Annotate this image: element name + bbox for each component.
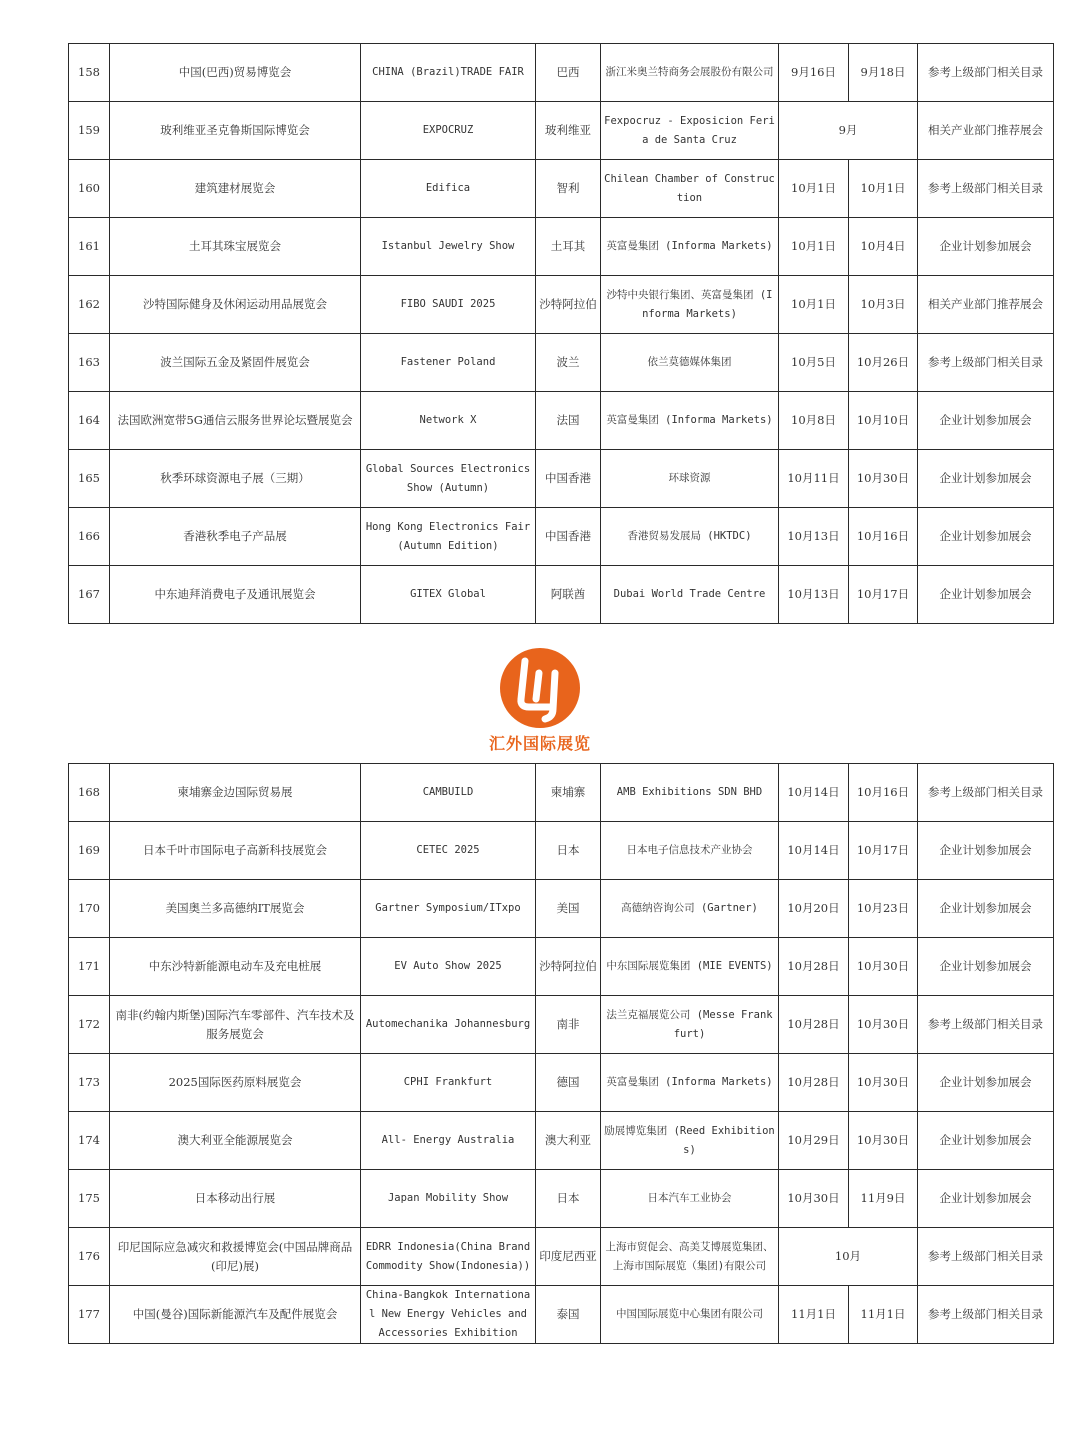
start-date-cell: 11月1日 [779, 1286, 849, 1344]
exhibition-name-cn: 澳大利亚全能源展览会 [110, 1112, 361, 1170]
organizer-cell: 英富曼集团 (Informa Markets) [601, 392, 779, 450]
start-date-cell: 10月13日 [779, 566, 849, 624]
logo-mark-icon [499, 647, 581, 729]
exhibition-name-en: CPHI Frankfurt [361, 1054, 536, 1112]
end-date-cell: 10月30日 [849, 1112, 918, 1170]
exhibition-name-cn: 中东沙特新能源电动车及充电桩展 [110, 938, 361, 996]
row-number: 166 [69, 508, 110, 566]
organizer-cell: 中国国际展览中心集团有限公司 [601, 1286, 779, 1344]
organizer-cell: 上海市贸促会、高美艾博展览集团、上海市国际展览（集团)有限公司 [601, 1228, 779, 1286]
row-number: 168 [69, 764, 110, 822]
country-cell: 玻利维亚 [536, 102, 601, 160]
exhibition-name-en: China-Bangkok International New Energy Vehicles and Accessories Exhibition [361, 1286, 536, 1344]
start-date-cell: 10月13日 [779, 508, 849, 566]
country-cell: 日本 [536, 1170, 601, 1228]
table-row [69, 822, 1054, 880]
date-cell: 9月 [779, 102, 918, 160]
exhibition-name-cn: 柬埔寨金边国际贸易展 [110, 764, 361, 822]
table-row [69, 1112, 1054, 1170]
row-number: 174 [69, 1112, 110, 1170]
row-number: 159 [69, 102, 110, 160]
remark-cell: 企业计划参加展会 [918, 1112, 1054, 1170]
exhibition-name-en: Automechanika Johannesburg [361, 996, 536, 1054]
start-date-cell: 10月1日 [779, 218, 849, 276]
table-row [69, 764, 1054, 822]
table-row [69, 880, 1054, 938]
table-row [69, 102, 1054, 160]
country-cell: 沙特阿拉伯 [536, 938, 601, 996]
row-number: 173 [69, 1054, 110, 1112]
table-row [69, 508, 1054, 566]
country-cell: 泰国 [536, 1286, 601, 1344]
date-cell: 10月 [779, 1228, 918, 1286]
start-date-cell: 10月14日 [779, 764, 849, 822]
exhibition-name-en: Global Sources Electronics Show (Autumn) [361, 450, 536, 508]
row-number: 172 [69, 996, 110, 1054]
start-date-cell: 10月30日 [779, 1170, 849, 1228]
exhibition-name-en: Network X [361, 392, 536, 450]
end-date-cell: 10月16日 [849, 764, 918, 822]
start-date-cell: 10月1日 [779, 276, 849, 334]
exhibition-name-cn: 沙特国际健身及休闲运动用品展览会 [110, 276, 361, 334]
end-date-cell: 10月16日 [849, 508, 918, 566]
table-row [69, 218, 1054, 276]
start-date-cell: 9月16日 [779, 44, 849, 102]
row-number: 177 [69, 1286, 110, 1344]
row-number: 169 [69, 822, 110, 880]
country-cell: 日本 [536, 822, 601, 880]
exhibition-name-en: CETEC 2025 [361, 822, 536, 880]
company-logo [465, 643, 615, 763]
end-date-cell: 10月30日 [849, 996, 918, 1054]
organizer-cell: 浙江米奥兰特商务会展股份有限公司 [601, 44, 779, 102]
remark-cell: 相关产业部门推荐展会 [918, 276, 1054, 334]
organizer-cell: 法兰克福展览公司 (Messe Frankfurt) [601, 996, 779, 1054]
start-date-cell: 10月20日 [779, 880, 849, 938]
remark-cell: 企业计划参加展会 [918, 508, 1054, 566]
row-number: 158 [69, 44, 110, 102]
exhibition-name-cn: 秋季环球资源电子展（三期） [110, 450, 361, 508]
country-cell: 德国 [536, 1054, 601, 1112]
organizer-cell: 依兰莫德媒体集团 [601, 334, 779, 392]
start-date-cell: 10月14日 [779, 822, 849, 880]
exhibition-name-cn: 美国奥兰多高德纳IT展览会 [110, 880, 361, 938]
remark-cell: 参考上级部门相关目录 [918, 764, 1054, 822]
remark-cell: 参考上级部门相关目录 [918, 996, 1054, 1054]
start-date-cell: 10月28日 [779, 938, 849, 996]
start-date-cell: 10月5日 [779, 334, 849, 392]
remark-cell: 企业计划参加展会 [918, 392, 1054, 450]
organizer-cell: 香港贸易发展局 (HKTDC) [601, 508, 779, 566]
exhibition-name-cn: 中国(曼谷)国际新能源汽车及配件展览会 [110, 1286, 361, 1344]
remark-cell: 相关产业部门推荐展会 [918, 102, 1054, 160]
remark-cell: 参考上级部门相关目录 [918, 160, 1054, 218]
remark-cell: 参考上级部门相关目录 [918, 334, 1054, 392]
logo-text: 汇外国际展览 [488, 734, 591, 753]
country-cell: 中国香港 [536, 508, 601, 566]
end-date-cell: 10月4日 [849, 218, 918, 276]
exhibition-name-cn: 玻利维亚圣克鲁斯国际博览会 [110, 102, 361, 160]
end-date-cell: 10月26日 [849, 334, 918, 392]
country-cell: 中国香港 [536, 450, 601, 508]
exhibition-name-en: Istanbul Jewelry Show [361, 218, 536, 276]
exhibition-name-cn: 中东迪拜消费电子及通讯展览会 [110, 566, 361, 624]
exhibition-name-en: Gartner Symposium/ITxpo [361, 880, 536, 938]
country-cell: 波兰 [536, 334, 601, 392]
table-row [69, 1054, 1054, 1112]
end-date-cell: 10月17日 [849, 566, 918, 624]
exhibition-name-cn: 日本移动出行展 [110, 1170, 361, 1228]
country-cell: 柬埔寨 [536, 764, 601, 822]
organizer-cell: 英富曼集团 (Informa Markets) [601, 1054, 779, 1112]
exhibition-name-en: CAMBUILD [361, 764, 536, 822]
row-number: 162 [69, 276, 110, 334]
row-number: 176 [69, 1228, 110, 1286]
organizer-cell: AMB Exhibitions SDN BHD [601, 764, 779, 822]
country-cell: 印度尼西亚 [536, 1228, 601, 1286]
organizer-cell: 励展博览集团 (Reed Exhibitions) [601, 1112, 779, 1170]
organizer-cell: 高德纳咨询公司 (Gartner) [601, 880, 779, 938]
end-date-cell: 9月18日 [849, 44, 918, 102]
row-number: 160 [69, 160, 110, 218]
end-date-cell: 10月23日 [849, 880, 918, 938]
end-date-cell: 11月9日 [849, 1170, 918, 1228]
country-cell: 法国 [536, 392, 601, 450]
row-number: 165 [69, 450, 110, 508]
organizer-cell: 日本电子信息技术产业协会 [601, 822, 779, 880]
table-row [69, 566, 1054, 624]
exhibition-name-en: Hong Kong Electronics Fair (Autumn Edition) [361, 508, 536, 566]
table-row [69, 996, 1054, 1054]
exhibition-name-en: Fastener Poland [361, 334, 536, 392]
country-cell: 阿联酋 [536, 566, 601, 624]
exhibition-name-en: Japan Mobility Show [361, 1170, 536, 1228]
row-number: 175 [69, 1170, 110, 1228]
table-row [69, 334, 1054, 392]
row-number: 167 [69, 566, 110, 624]
country-cell: 土耳其 [536, 218, 601, 276]
exhibition-name-cn: 法国欧洲宽带5G通信云服务世界论坛暨展览会 [110, 392, 361, 450]
end-date-cell: 11月1日 [849, 1286, 918, 1344]
exhibition-name-en: All- Energy Australia [361, 1112, 536, 1170]
organizer-cell: Chilean Chamber of Construction [601, 160, 779, 218]
remark-cell: 参考上级部门相关目录 [918, 1286, 1054, 1344]
table-row [69, 392, 1054, 450]
country-cell: 澳大利亚 [536, 1112, 601, 1170]
remark-cell: 参考上级部门相关目录 [918, 1228, 1054, 1286]
exhibition-name-cn: 波兰国际五金及紧固件展览会 [110, 334, 361, 392]
end-date-cell: 10月17日 [849, 822, 918, 880]
row-number: 163 [69, 334, 110, 392]
table-row [69, 160, 1054, 218]
row-number: 164 [69, 392, 110, 450]
table-row [69, 1228, 1054, 1286]
exhibition-name-en: FIBO SAUDI 2025 [361, 276, 536, 334]
exhibition-name-cn: 土耳其珠宝展览会 [110, 218, 361, 276]
exhibition-name-en: EXPOCRUZ [361, 102, 536, 160]
remark-cell: 企业计划参加展会 [918, 450, 1054, 508]
remark-cell: 企业计划参加展会 [918, 1170, 1054, 1228]
exhibition-name-cn: 2025国际医药原料展览会 [110, 1054, 361, 1112]
country-cell: 沙特阿拉伯 [536, 276, 601, 334]
exhibition-name-cn: 建筑建材展览会 [110, 160, 361, 218]
exhibition-name-cn: 日本千叶市国际电子高新科技展览会 [110, 822, 361, 880]
remark-cell: 企业计划参加展会 [918, 938, 1054, 996]
exhibition-table-bottom [68, 763, 1054, 1344]
row-number: 170 [69, 880, 110, 938]
organizer-cell: 环球资源 [601, 450, 779, 508]
country-cell: 巴西 [536, 44, 601, 102]
remark-cell: 企业计划参加展会 [918, 822, 1054, 880]
remark-cell: 参考上级部门相关目录 [918, 44, 1054, 102]
remark-cell: 企业计划参加展会 [918, 566, 1054, 624]
exhibition-name-en: EDRR Indonesia(China BrandCommodity Show(Indonesia)) [361, 1228, 536, 1286]
start-date-cell: 10月28日 [779, 1054, 849, 1112]
end-date-cell: 10月1日 [849, 160, 918, 218]
organizer-cell: 英富曼集团 (Informa Markets) [601, 218, 779, 276]
organizer-cell: 沙特中央银行集团、英富曼集团 (Informa Markets) [601, 276, 779, 334]
end-date-cell: 10月30日 [849, 938, 918, 996]
table-row [69, 938, 1054, 996]
start-date-cell: 10月29日 [779, 1112, 849, 1170]
exhibition-name-cn: 南非(约翰内斯堡)国际汽车零部件、汽车技术及服务展览会 [110, 996, 361, 1054]
organizer-cell: 日本汽车工业协会 [601, 1170, 779, 1228]
row-number: 171 [69, 938, 110, 996]
exhibition-name-cn: 印尼国际应急减灾和救援博览会(中国品牌商品(印尼)展) [110, 1228, 361, 1286]
country-cell: 美国 [536, 880, 601, 938]
table-row [69, 276, 1054, 334]
table-row [69, 450, 1054, 508]
exhibition-table-top [68, 43, 1054, 624]
remark-cell: 企业计划参加展会 [918, 218, 1054, 276]
start-date-cell: 10月28日 [779, 996, 849, 1054]
start-date-cell: 10月1日 [779, 160, 849, 218]
country-cell: 智利 [536, 160, 601, 218]
start-date-cell: 10月11日 [779, 450, 849, 508]
exhibition-name-en: EV Auto Show 2025 [361, 938, 536, 996]
organizer-cell: 中东国际展览集团 (MIE EVENTS) [601, 938, 779, 996]
end-date-cell: 10月30日 [849, 1054, 918, 1112]
exhibition-name-en: GITEX Global [361, 566, 536, 624]
end-date-cell: 10月3日 [849, 276, 918, 334]
country-cell: 南非 [536, 996, 601, 1054]
start-date-cell: 10月8日 [779, 392, 849, 450]
exhibition-name-en: Edifica [361, 160, 536, 218]
table-row [69, 44, 1054, 102]
row-number: 161 [69, 218, 110, 276]
remark-cell: 企业计划参加展会 [918, 1054, 1054, 1112]
end-date-cell: 10月10日 [849, 392, 918, 450]
organizer-cell: Fexpocruz - Exposicion Feria de Santa Cruz [601, 102, 779, 160]
exhibition-name-cn: 中国(巴西)贸易博览会 [110, 44, 361, 102]
exhibition-name-en: CHINA (Brazil)TRADE FAIR [361, 44, 536, 102]
end-date-cell: 10月30日 [849, 450, 918, 508]
organizer-cell: Dubai World Trade Centre [601, 566, 779, 624]
exhibition-name-cn: 香港秋季电子产品展 [110, 508, 361, 566]
table-row [69, 1286, 1054, 1344]
table-row [69, 1170, 1054, 1228]
remark-cell: 企业计划参加展会 [918, 880, 1054, 938]
